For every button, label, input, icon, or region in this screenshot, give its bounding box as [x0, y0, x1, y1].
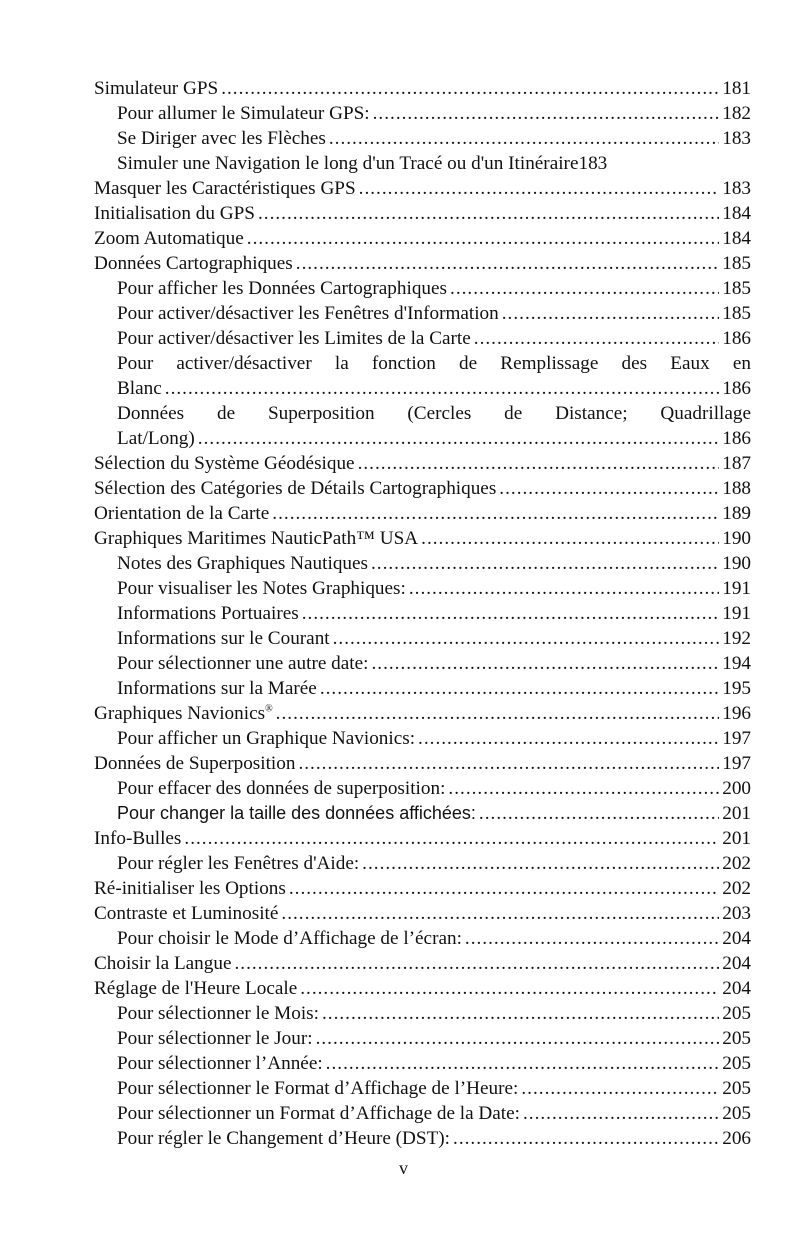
toc-entry: Pour sélectionner le Mois: ..... 205: [94, 1001, 751, 1026]
toc-entry: Pour changer la taille des données affichées: ..... 201: [94, 801, 751, 826]
toc-entry: Pour activer/désactiver les Limites de la Carte ..... 186: [94, 326, 751, 351]
dot-leader: [302, 601, 720, 626]
toc-entry: Pour afficher les Données Cartographiques ..... 185: [94, 276, 751, 301]
toc-entry: Choisir la Langue ..... 204: [94, 951, 751, 976]
toc-entry: Données Cartographiques ..... 185: [94, 251, 751, 276]
dot-leader: [281, 901, 719, 926]
toc-entry: Info-Bulles ..... 201: [94, 826, 751, 851]
dot-leader: [258, 201, 719, 226]
dot-leader: [371, 651, 719, 676]
toc-entry: Orientation de la Carte ..... 189: [94, 501, 751, 526]
toc-entry: Pour sélectionner un Format d’Affichage de la Date: ..... 205: [94, 1101, 751, 1126]
toc-entry: Simulateur GPS ..... 181: [94, 76, 751, 101]
dot-leader: [450, 276, 719, 301]
toc-entry: Sélection des Catégories de Détails Cartographiques ..... 188: [94, 476, 751, 501]
toc-entry: Graphiques Navionics® ..... 196: [94, 701, 751, 726]
toc-entry: Ré-initialiser les Options ..... 202: [94, 876, 751, 901]
toc-entry: Pour visualiser les Notes Graphiques: ..... 191: [94, 576, 751, 601]
toc-entry: Réglage de l'Heure Locale ..... 204: [94, 976, 751, 1001]
dot-leader: [523, 1101, 719, 1126]
toc-entry: Masquer les Caractéristiques GPS ..... 183: [94, 176, 751, 201]
registered-mark: ®: [265, 703, 273, 715]
toc-entry: Pour sélectionner le Format d’Affichage de l’Heure: ..... 205: [94, 1076, 751, 1101]
dot-leader: [409, 576, 719, 601]
toc-entry: Informations sur la Marée ..... 195: [94, 676, 751, 701]
dot-leader: [184, 826, 719, 851]
toc-entry: Pour afficher un Graphique Navionics: ..... 197: [94, 726, 751, 751]
dot-leader: [502, 301, 719, 326]
toc-entry: Pour activer/désactiver la fonction de Remplissage des Eaux en Blanc ..... 186: [94, 351, 751, 401]
dot-leader: [474, 326, 719, 351]
dot-leader: [499, 476, 719, 501]
dot-leader: [448, 776, 719, 801]
dot-leader: [322, 1001, 719, 1026]
page-number: v: [399, 1158, 408, 1178]
toc-entry: Contraste et Luminosité ..... 203: [94, 901, 751, 926]
table-of-contents: [94, 76, 751, 1151]
dot-leader: [371, 551, 719, 576]
dot-leader: [300, 976, 719, 1001]
toc-entry: Notes des Graphiques Nautiques ..... 190: [94, 551, 751, 576]
toc-entry: Informations sur le Courant ..... 192: [94, 626, 751, 651]
toc-entry: Informations Portuaires ..... 191: [94, 601, 751, 626]
dot-leader: [362, 851, 719, 876]
dot-leader: [234, 951, 719, 976]
toc-entry: Sélection du Système Géodésique ..... 187: [94, 451, 751, 476]
dot-leader: [465, 926, 719, 951]
dot-leader: [329, 126, 719, 151]
toc-entry: Pour activer/désactiver les Fenêtres d'Information ..... 185: [94, 301, 751, 326]
dot-leader: [165, 376, 719, 401]
toc-entry: Pour sélectionner le Jour: ..... 205: [94, 1026, 751, 1051]
toc-entry: Pour sélectionner l’Année: ..... 205: [94, 1051, 751, 1076]
toc-entry: Graphiques Maritimes NauticPath™ USA ..... 190: [94, 526, 751, 551]
dot-leader: [320, 676, 719, 701]
toc-entry: Données de Superposition ..... 197: [94, 751, 751, 776]
toc-entry: Pour choisir le Mode d’Affichage de l’écran: ..... 204: [94, 926, 751, 951]
dot-leader: [296, 251, 719, 276]
dot-leader: [326, 1051, 720, 1076]
toc-entry: Initialisation du GPS ..... 184: [94, 201, 751, 226]
toc-entry: Se Diriger avec les Flèches ..... 183: [94, 126, 751, 151]
dot-leader: [421, 526, 719, 551]
dot-leader: [333, 626, 720, 651]
toc-entry: Simuler une Navigation le long d'un Tracé ou d'un Itinéraire 183: [117, 153, 608, 174]
toc-entry: Pour effacer des données de superposition: ..... 200: [94, 776, 751, 801]
toc-entry: Données de Superposition (Cercles de Distance; Quadrillage Lat/Long) ..... 186: [94, 401, 751, 451]
dot-leader: [521, 1076, 719, 1101]
dot-leader: [358, 451, 720, 476]
toc-entry: Pour régler les Fenêtres d'Aide: ..... 202: [94, 851, 751, 876]
dot-leader: [289, 876, 719, 901]
dot-leader: [479, 801, 719, 826]
dot-leader: [373, 101, 720, 126]
dot-leader: [272, 501, 719, 526]
dot-leader: [198, 426, 719, 451]
dot-leader: [418, 726, 719, 751]
dot-leader: [247, 226, 719, 251]
dot-leader: [221, 76, 719, 101]
dot-leader: [316, 1026, 720, 1051]
dot-leader: [359, 176, 720, 201]
toc-entry: Pour sélectionner une autre date: ..... 194: [94, 651, 751, 676]
toc-entry: Pour régler le Changement d’Heure (DST): ..... 206: [94, 1126, 751, 1151]
dot-leader: [298, 751, 719, 776]
toc-entry: Zoom Automatique ..... 184: [94, 226, 751, 251]
dot-leader: [453, 1126, 719, 1151]
toc-entry: Pour allumer le Simulateur GPS: ..... 182: [94, 101, 751, 126]
dot-leader: [276, 701, 720, 726]
